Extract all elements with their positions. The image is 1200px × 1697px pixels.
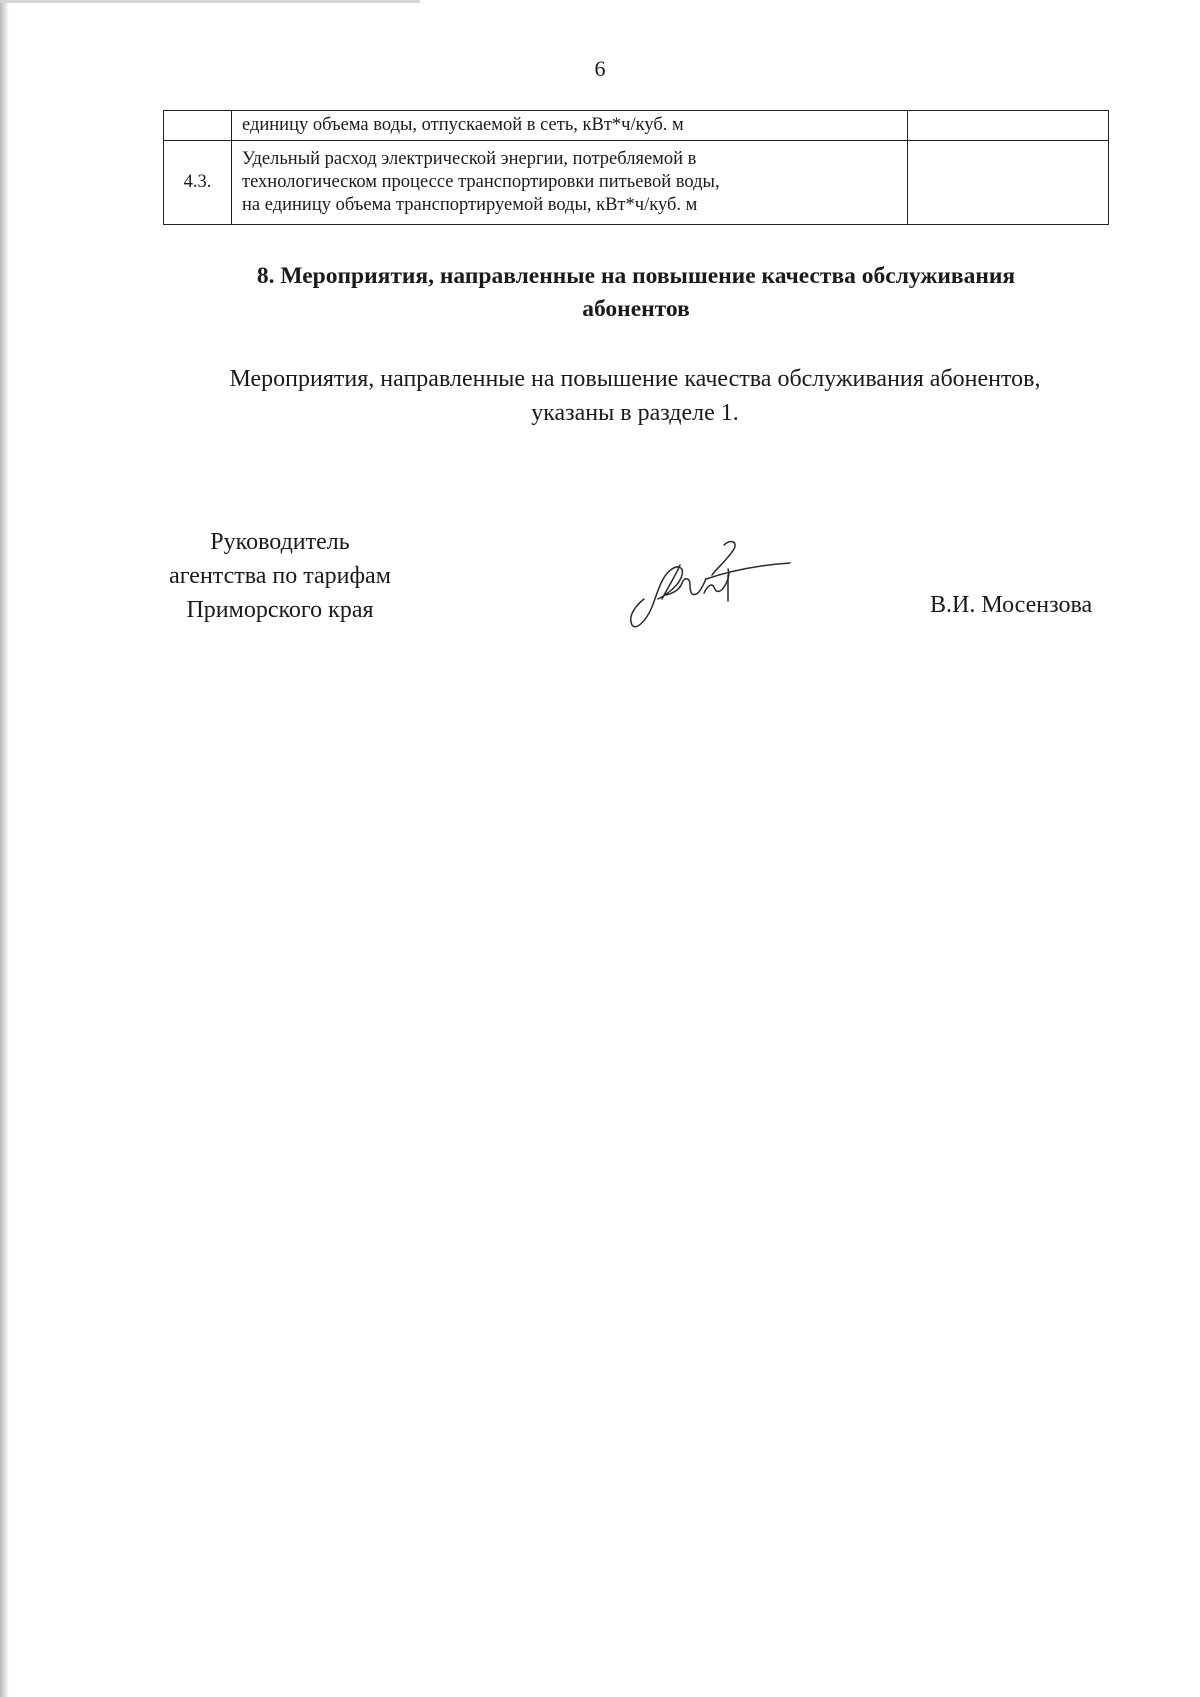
section-body-line: Мероприятия, направленные на повышение качества обслуживания абонентов, xyxy=(229,366,1041,392)
signatory-line: Руководитель xyxy=(210,529,350,555)
row-name-cell xyxy=(232,141,908,225)
section-heading-line: 8. Мероприятия, направленные на повышение качества обслуживания xyxy=(256,263,1016,289)
row-value-cell xyxy=(908,141,1109,225)
row-name-line: единицу объема воды, отпускаемой в сеть, кВт*ч/куб. м xyxy=(242,115,684,135)
section-body xyxy=(120,362,1150,430)
handwritten-signature xyxy=(620,535,810,635)
row-name-line: Удельный расход электрической энергии, потребляемой в xyxy=(242,149,697,169)
row-number-cell: 4.3. xyxy=(164,141,232,225)
scan-edge-top xyxy=(0,0,420,3)
page-number: 6 xyxy=(594,56,606,81)
section-heading-line: абонентов xyxy=(582,296,690,322)
section-body-line: указаны в разделе 1. xyxy=(531,400,739,426)
indicators-table xyxy=(163,110,1109,225)
signatory-title xyxy=(130,525,430,627)
row-name-line: на единицу объема транспортируемой воды, кВт*ч/куб. м xyxy=(242,195,698,215)
row-value-cell xyxy=(908,111,1109,141)
row-name-cell xyxy=(232,111,908,141)
table-row xyxy=(164,111,1109,141)
section-heading xyxy=(130,260,1142,326)
signatory-line: агентства по тарифам xyxy=(169,563,391,589)
row-name-line: технологическом процессе транспортировки питьевой воды, xyxy=(242,172,720,192)
table-row xyxy=(164,141,1109,225)
signer-name: В.И. Мосензова xyxy=(930,592,1093,618)
row-number-cell xyxy=(164,111,232,141)
signatory-line: Приморского края xyxy=(186,597,374,623)
scan-edge xyxy=(0,0,9,1697)
